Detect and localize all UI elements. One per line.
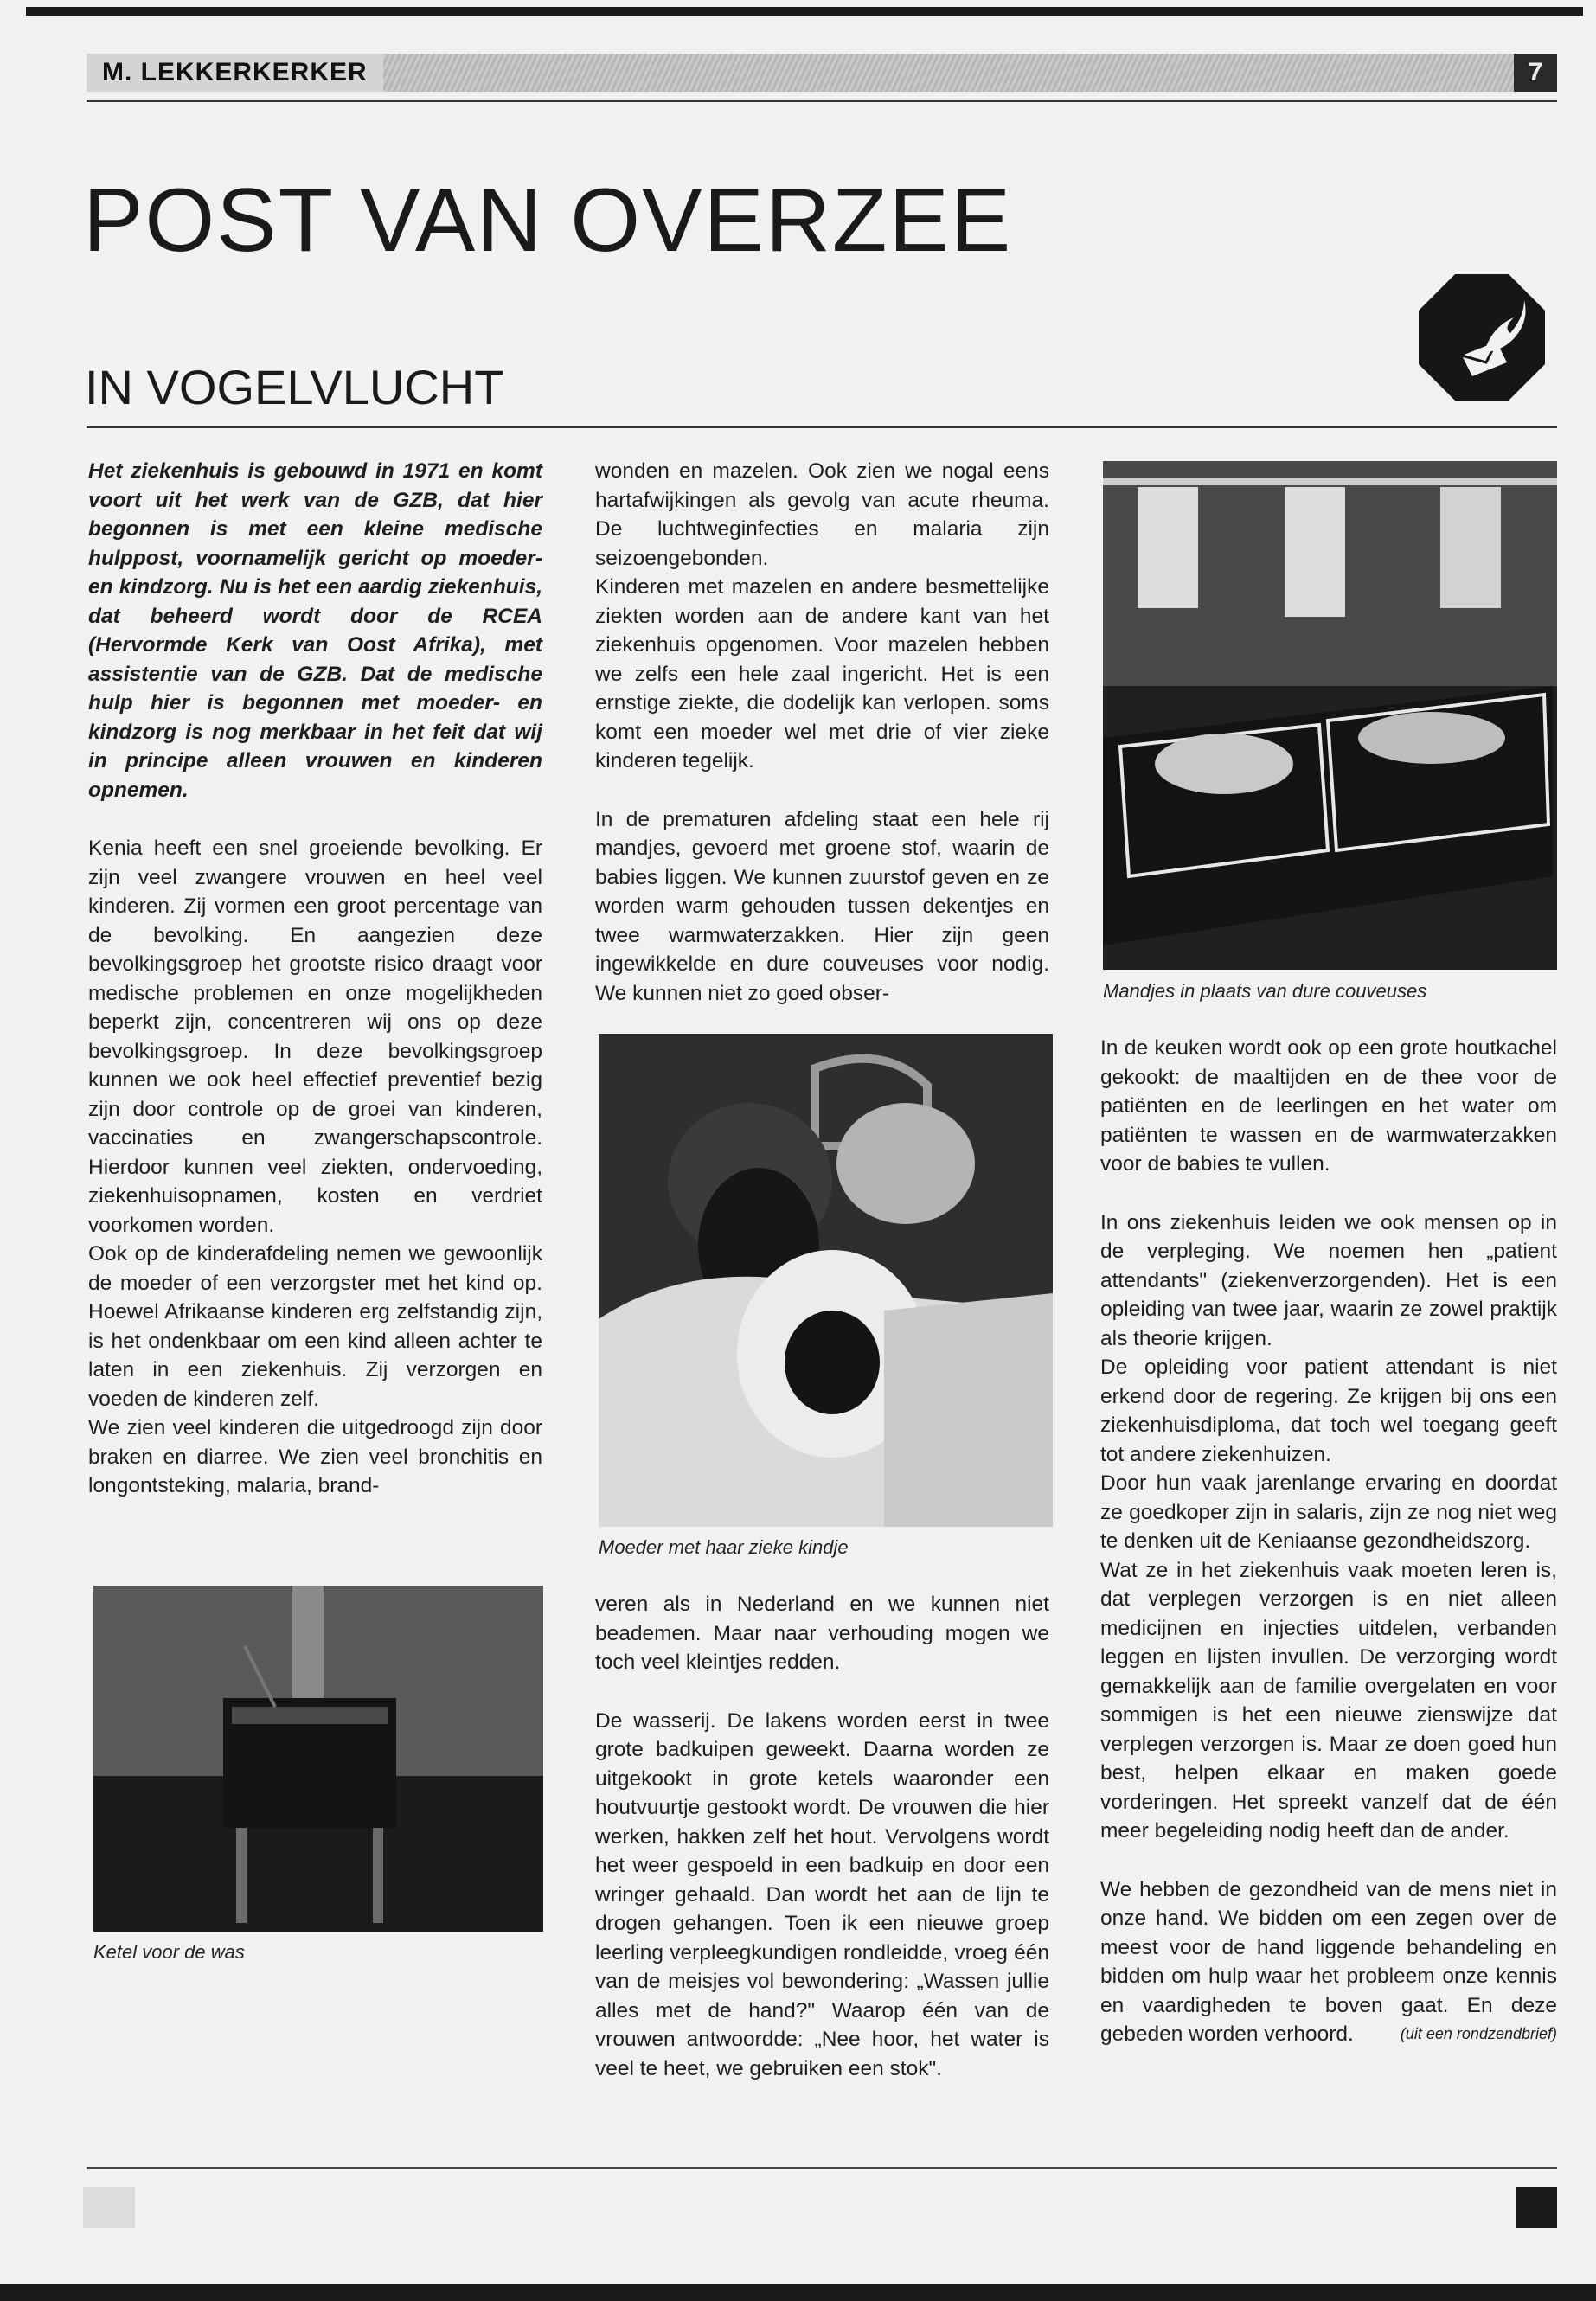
footer-block-left bbox=[83, 2187, 135, 2228]
baskets-caption: Mandjes in plaats van dure couveuses bbox=[1103, 980, 1427, 1002]
body-paragraph: veren als in Nederland en we kunnen niet beademen. Maar naar verhouding mogen we toch veel kleintjes redden. bbox=[595, 1593, 1049, 1674]
running-header bbox=[87, 54, 1557, 92]
body-paragraph: De wasserij. De lakens worden eerst in twee grote badkuipen geweekt. Daarna worden ze uitgekookt in grote ketels waaronder een houtvuurtje gestookt wordt. De vrouwen die hier werken, hakken zelf het hout. Vervolgens wordt het weer gespoeld in een badkuip en door een wringer gehaald. Dan wordt het aan de lijn te drogen gehangen. Toen ik een nieuwe groep leerling verpleegkundigen rondleidde, vroeg één van de meisjes vol bewondering: „Wassen jullie alles met de hand?" Waarop één van de vrouwen antwoordde: „Nee hoor, het water is veel te heet, we gebruiken een stok". bbox=[595, 1708, 1049, 2080]
body-paragraph: Kenia heeft een snel groeiende bevolking. Er zijn veel zwangere vrouwen en heel veel kinderen. Zij vormen een groot percentage van de bevolking. En aangezien deze bevolkingsgroep het grootste risico draagt voor medische problemen en onze mogelijkheden beperkt zijn, concentreren wij ons op deze bevolkingsgroep. In deze bevolkingsgroep kunnen we ook heel effectief preventief bezig zijn door controle op de groei van kinderen, vaccinaties en zwangerschapscontrole. Hierdoor kunnen veel ziekten, ondervoeding, ziekenhuisopnamen, kosten en verdriet voorkomen worden. bbox=[88, 836, 542, 1237]
body-paragraph: Wat ze in het ziekenhuis vaak moeten leren is, dat verplegen verzorgen is en niet alleen medicijnen en injecties uitdelen, verbanden leggen en lijsten invullen. De verzorging wordt gemakkelijk aan de familie overgelaten en voor sommigen is het een nieuwe zienswijze dat verplegen verzorgen is. Maar ze doen goed hun best, helpen elkaar en maken goede vorderingen. Het spreekt vanzelf dat de één meer begeleiding nodig heeft dan de ander. bbox=[1100, 1558, 1557, 1843]
lead-paragraph: Het ziekenhuis is gebouwd in 1971 en komt voort uit het werk van de GZB, dat hier begonnen is met een kleine medische hulppost, voornamelijk gericht op moeder- en kindzorg. Nu is het een aardig ziekenhuis, dat beheerd wordt door de RCEA (Hervormde Kerk van Oost Afrika), met assistentie van de GZB. Dat de medische hulp hier is begonnen met moeder- en kindzorg is nog merkbaar in het feit dat wij in principe alleen vrouwen en kinderen opnemen. bbox=[88, 459, 542, 802]
column-1 bbox=[88, 457, 542, 1501]
source-credit: (uit een rondzendbrief) bbox=[1400, 2025, 1557, 2042]
bottom-rule bbox=[87, 2167, 1557, 2169]
top-rule bbox=[26, 7, 1583, 16]
body-paragraph: wonden en mazelen. Ook zien we nogal eens hartafwijkingen als gevolg van acute rheuma. De luchtweginfecties en malaria zijn seizoengebonden. bbox=[595, 459, 1049, 570]
body-paragraph: Door hun vaak jarenlange ervaring en doordat ze goedkoper zijn in salaris, zijn ze nog niet weg te denken uit de Keniaanse gezondheidszorg. bbox=[1100, 1471, 1557, 1553]
article-title: POST VAN OVERZEE bbox=[83, 170, 1013, 271]
bottom-edge bbox=[0, 2284, 1596, 2301]
body-paragraph: Ook op de kinderafdeling nemen we gewoonlijk de moeder of een verzorgster met het kind op. Hoewel Afrikaanse kinderen erg zelfstandig zijn, is het ondenkbaar om een kind alleen achter te laten in een ziekenhuis. Zij verzorgen en voeden de kinderen zelf. bbox=[88, 1242, 542, 1411]
body-paragraph bbox=[1100, 1875, 1557, 2049]
column-2-bottom bbox=[595, 1590, 1049, 2083]
page-number: 7 bbox=[1514, 54, 1557, 92]
mother-child-photo bbox=[599, 1034, 1053, 1527]
footer-block-right bbox=[1516, 2187, 1557, 2228]
dove-envelope-icon bbox=[1417, 272, 1547, 402]
kettle-caption: Ketel voor de was bbox=[93, 1941, 245, 1963]
closing-paragraph: We hebben de gezondheid van de mens niet in onze hand. We bidden om een zegen over de meest voor de hand liggende behandeling en bidden om hulp waar het probleem onze kennis en vaardigheden te boven gaat. En deze gebeden worden verhoord. bbox=[1100, 1877, 1557, 2046]
article-subtitle: IN VOGELVLUCHT bbox=[85, 360, 504, 414]
author-name: M. LEKKERKERKER bbox=[87, 54, 383, 92]
column-2-top bbox=[595, 457, 1049, 1008]
mother-child-caption: Moeder met haar zieke kindje bbox=[599, 1536, 849, 1558]
body-paragraph: De opleiding voor patient attendant is niet erkend door de regering. Ze krijgen bij ons een ziekenhuisdiploma, dat toch wel toegang geeft tot andere ziekenhuizen. bbox=[1100, 1356, 1557, 1466]
column-3 bbox=[1100, 1034, 1557, 2049]
header-rule bbox=[87, 100, 1557, 102]
body-paragraph: In ons ziekenhuis leiden we ook mensen op in de verpleging. We noemen hen „patient attendants" (ziekenverzorgenden). Het is een opleiding van twee jaar, waarin ze zowel praktijk als theorie krijgen. bbox=[1100, 1210, 1557, 1350]
body-paragraph: In de keuken wordt ook op een grote houtkachel gekookt: de maaltijden en de thee voor de patiënten en de leerlingen en het water om patiënten te wassen en de warmwaterzakken voor de babies te vullen. bbox=[1100, 1036, 1557, 1176]
baskets-photo bbox=[1103, 461, 1557, 970]
body-paragraph: Kinderen met mazelen en andere besmettelijke ziekten worden aan de andere kant van het ziekenhuis opgenomen. Voor mazelen hebben we zelfs een hele zaal ingericht. Het is een ernstige ziekte, die dodelijk kan verlopen. soms komt een moeder wel met drie of vier zieke kinderen tegelijk. bbox=[595, 575, 1049, 772]
body-paragraph: We zien veel kinderen die uitgedroogd zijn door braken en diarree. We zien veel bronchitis en longontsteking, malaria, brand- bbox=[88, 1416, 542, 1497]
body-paragraph: In de prematuren afdeling staat een hele rij mandjes, gevoerd met groene stof, waarin de babies liggen. We kunnen zuurstof geven en ze worden warm gehouden tussen dekentjes en twee warmwaterzakken. Hier zijn geen ingewikkelde en dure couveuses voor nodig. We kunnen niet zo goed obser- bbox=[595, 807, 1049, 1005]
section-rule bbox=[87, 426, 1557, 428]
kettle-photo bbox=[93, 1586, 543, 1932]
